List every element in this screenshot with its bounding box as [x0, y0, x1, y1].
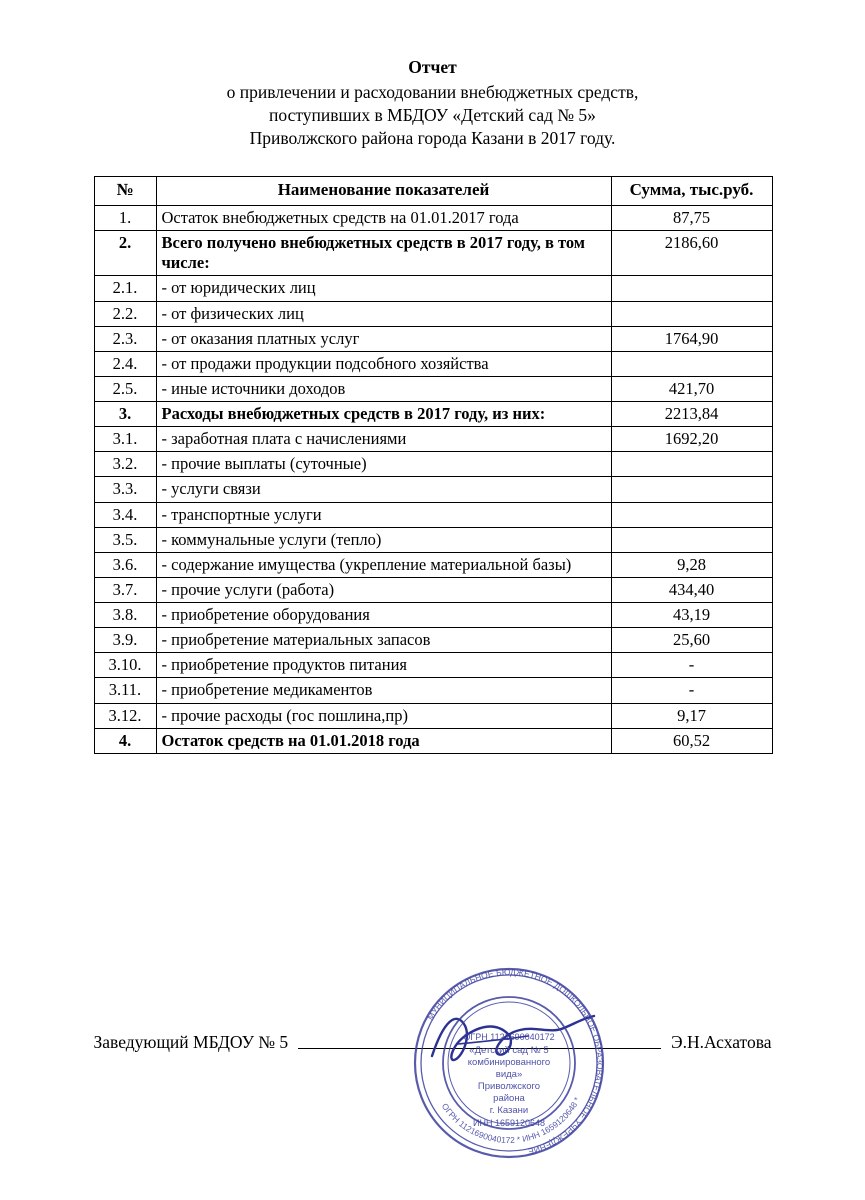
report-table [94, 176, 773, 753]
row-number: 4. [94, 728, 156, 753]
table-row [94, 628, 772, 653]
table-row [94, 703, 772, 728]
row-indicator: - приобретение продуктов питания [156, 653, 611, 678]
row-number: 3.11. [94, 678, 156, 703]
table-row [94, 603, 772, 628]
table-row [94, 427, 772, 452]
table-row [94, 452, 772, 477]
row-sum: 434,40 [611, 577, 772, 602]
row-number: 2.2. [94, 301, 156, 326]
table-row [94, 477, 772, 502]
row-sum: 421,70 [611, 376, 772, 401]
row-sum [611, 452, 772, 477]
row-sum: 9,28 [611, 552, 772, 577]
row-indicator: - приобретение оборудования [156, 603, 611, 628]
row-sum: 1692,20 [611, 427, 772, 452]
row-indicator: Остаток средств на 01.01.2018 года [156, 728, 611, 753]
table-row [94, 502, 772, 527]
svg-text:района: района [493, 1093, 525, 1104]
row-indicator: Расходы внебюджетных средств в 2017 году, из них: [156, 402, 611, 427]
row-sum: - [611, 678, 772, 703]
signature-line [298, 1047, 661, 1049]
row-number: 3.1. [94, 427, 156, 452]
svg-text:комбинированного: комбинированного [467, 1057, 551, 1068]
svg-text:г. Казани: г. Казани [489, 1105, 529, 1116]
table-row [94, 276, 772, 301]
row-number: 2.3. [94, 326, 156, 351]
row-number: 1. [94, 206, 156, 231]
row-indicator: - прочие расходы (гос пошлина,пр) [156, 703, 611, 728]
table-row [94, 351, 772, 376]
header-line-2: поступивших в МБДОУ «Детский сад № 5» [269, 105, 596, 126]
report-table-wrapper [94, 176, 772, 753]
table-row [94, 678, 772, 703]
row-sum: 87,75 [611, 206, 772, 231]
row-number: 3.6. [94, 552, 156, 577]
row-sum [611, 301, 772, 326]
row-indicator: - от юридических лиц [156, 276, 611, 301]
row-number: 3.7. [94, 577, 156, 602]
row-indicator: - от физических лиц [156, 301, 611, 326]
row-sum: 2213,84 [611, 402, 772, 427]
signature-right-label: Э.Н.Асхатова [671, 1032, 772, 1052]
row-number: 3.12. [94, 703, 156, 728]
row-indicator: - коммунальные услуги (тепло) [156, 527, 611, 552]
svg-text:ОГРН 1121690040172: ОГРН 1121690040172 [463, 1032, 555, 1042]
table-row [94, 206, 772, 231]
column-header-sum: Сумма, тыс.руб. [611, 177, 772, 206]
column-header-number: № [94, 177, 156, 206]
row-number: 2.5. [94, 376, 156, 401]
table-row [94, 653, 772, 678]
row-number: 3.3. [94, 477, 156, 502]
table-row [94, 402, 772, 427]
row-indicator: - прочие выплаты (суточные) [156, 452, 611, 477]
row-number: 3.5. [94, 527, 156, 552]
row-sum: 9,17 [611, 703, 772, 728]
row-sum: 25,60 [611, 628, 772, 653]
row-indicator: - услуги связи [156, 477, 611, 502]
row-indicator: - приобретение медикаментов [156, 678, 611, 703]
row-sum: - [611, 653, 772, 678]
document-header [0, 0, 865, 150]
official-stamp [404, 958, 614, 1168]
row-indicator: - заработная плата с начислениями [156, 427, 611, 452]
row-indicator: Всего получено внебюджетных средств в 2017 году, в том числе: [156, 231, 611, 276]
table-row [94, 728, 772, 753]
row-indicator: - транспортные услуги [156, 502, 611, 527]
row-indicator: - от продажи продукции подсобного хозяйства [156, 351, 611, 376]
table-row [94, 301, 772, 326]
svg-text:Приволжского: Приволжского [477, 1081, 541, 1092]
row-indicator: - иные источники доходов [156, 376, 611, 401]
header-line-3: Приволжского района города Казани в 2017 году. [249, 128, 616, 149]
report-table-body [94, 206, 772, 754]
row-indicator: - прочие услуги (работа) [156, 577, 611, 602]
row-number: 2.4. [94, 351, 156, 376]
row-sum: 1764,90 [611, 326, 772, 351]
table-row [94, 376, 772, 401]
row-sum: 2186,60 [611, 231, 772, 276]
table-row [94, 552, 772, 577]
table-header-row [94, 177, 772, 206]
column-header-indicator: Наименование показателей [156, 177, 611, 206]
table-row [94, 326, 772, 351]
row-indicator: Остаток внебюджетных средств на 01.01.2017 года [156, 206, 611, 231]
row-number: 3.2. [94, 452, 156, 477]
svg-text:ОГРН 1121690040172 * ИНН 16591: ОГРН 1121690040172 * ИНН 1659120648 * [439, 1095, 583, 1146]
row-number: 3. [94, 402, 156, 427]
table-row [94, 577, 772, 602]
row-number: 3.4. [94, 502, 156, 527]
row-sum [611, 527, 772, 552]
row-number: 3.10. [94, 653, 156, 678]
svg-text:ИНН 1659120648: ИНН 1659120648 [472, 1118, 546, 1128]
row-indicator: - содержание имущества (укрепление материальной базы) [156, 552, 611, 577]
signature-left-label: Заведующий МБДОУ № 5 [93, 1032, 289, 1052]
signature-row [0, 1032, 865, 1053]
table-row [94, 527, 772, 552]
row-sum [611, 276, 772, 301]
row-number: 2. [94, 231, 156, 276]
row-sum [611, 502, 772, 527]
header-line-1: о привлечении и расходовании внебюджетных средств, [226, 82, 639, 103]
row-sum: 43,19 [611, 603, 772, 628]
row-sum [611, 351, 772, 376]
page-title: Отчет [408, 57, 457, 77]
table-row [94, 231, 772, 276]
row-number: 3.9. [94, 628, 156, 653]
row-number: 3.8. [94, 603, 156, 628]
svg-text:«Детский сад № 5: «Детский сад № 5 [469, 1045, 549, 1056]
svg-text:МУНИЦИПАЛЬНОЕ БЮДЖЕТНОЕ ДОШКОЛ: МУНИЦИПАЛЬНОЕ БЮДЖЕТНОЕ ДОШКОЛЬНОЕ ОБРАЗОВАТЕЛЬНОЕ УЧРЕЖДЕНИЕ [424, 966, 606, 1157]
row-sum: 60,52 [611, 728, 772, 753]
svg-text:вида»: вида» [495, 1069, 523, 1080]
row-sum [611, 477, 772, 502]
row-indicator: - приобретение материальных запасов [156, 628, 611, 653]
row-indicator: - от оказания платных услуг [156, 326, 611, 351]
row-number: 2.1. [94, 276, 156, 301]
